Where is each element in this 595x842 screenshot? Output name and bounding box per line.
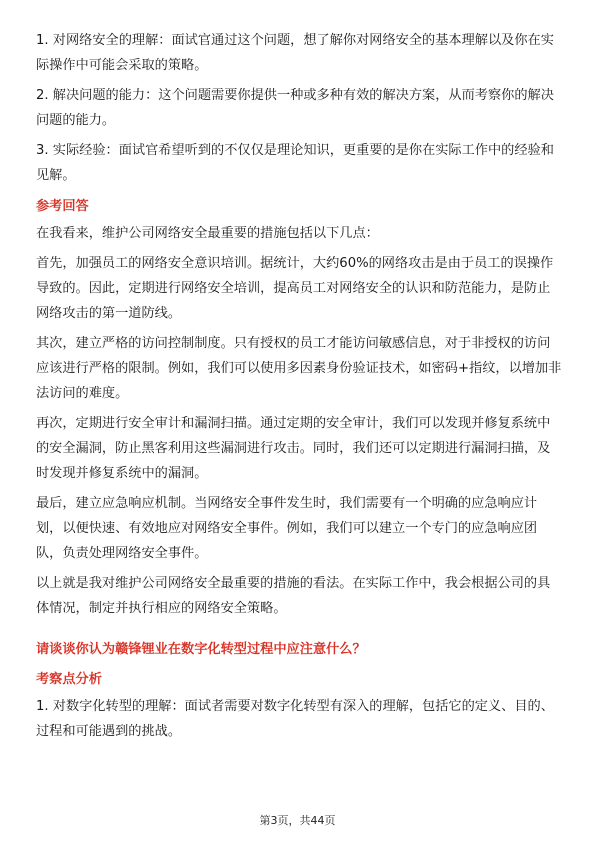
intro-point-3: 3. 实际经验：面试官希望听到的不仅仅是理论知识，更重要的是你在实际工作中的经验和见解。 bbox=[36, 143, 554, 183]
analysis-point-1: 1. 对数字化转型的理解：面试者需要对数字化转型有深入的理解，包括它的定义、目的、过程和可能遇到的挑战。 bbox=[36, 699, 554, 739]
answer-paragraph-3: 其次，建立严格的访问控制制度。只有授权的员工才能访问敏感信息，对于非授权的访问应该进行严格的限制。例如，我们可以使用多因素身份验证技术，如密码+指纹，以增加非法访问的难度。 bbox=[36, 336, 562, 401]
answer-paragraph-1: 在我看来，维护公司网络安全最重要的措施包括以下几点： bbox=[36, 226, 379, 241]
analysis-heading: 考察点分析 bbox=[36, 672, 102, 687]
answer-paragraph-5: 最后，建立应急响应机制。当网络安全事件发生时，我们需要有一个明确的应急响应计划，以便快速、有效地应对网络安全事件。例如，我们可以建立一个专门的应急响应团队，负责处理网络安全事件。 bbox=[36, 496, 538, 561]
answer-paragraph-6: 以上就是我对维护公司网络安全最重要的措施的看法。在实际工作中，我会根据公司的具体情况，制定并执行相应的网络安全策略。 bbox=[36, 576, 551, 616]
next-question: 请谈谈你认为赣锋锂业在数字化转型过程中应注意什么？ bbox=[36, 642, 366, 657]
intro-point-1: 1. 对网络安全的理解：面试官通过这个问题，想了解你对网络安全的基本理解以及你在实际操作中可能会采取的策略。 bbox=[36, 33, 554, 73]
page-footer: 第3页，共44页 bbox=[259, 814, 336, 827]
answer-heading: 参考回答 bbox=[36, 199, 89, 214]
answer-paragraph-2: 首先，加强员工的网络安全意识培训。据统计，大约60%的网络攻击是由于员工的误操作导致的。因此，定期进行网络安全培训，提高员工对网络安全的认识和防范能力，是防止网络攻击的第一道防线。 bbox=[36, 256, 554, 321]
intro-point-2: 2. 解决问题的能力：这个问题需要你提供一种或多种有效的解决方案，从而考察你的解决问题的能力。 bbox=[36, 88, 554, 128]
answer-paragraph-4: 再次，定期进行安全审计和漏洞扫描。通过定期的安全审计，我们可以发现并修复系统中的安全漏洞，防止黑客利用这些漏洞进行攻击。同时，我们还可以定期进行漏洞扫描，及时发现并修复系统中的漏洞。 bbox=[36, 416, 551, 481]
page-content bbox=[36, 28, 563, 749]
